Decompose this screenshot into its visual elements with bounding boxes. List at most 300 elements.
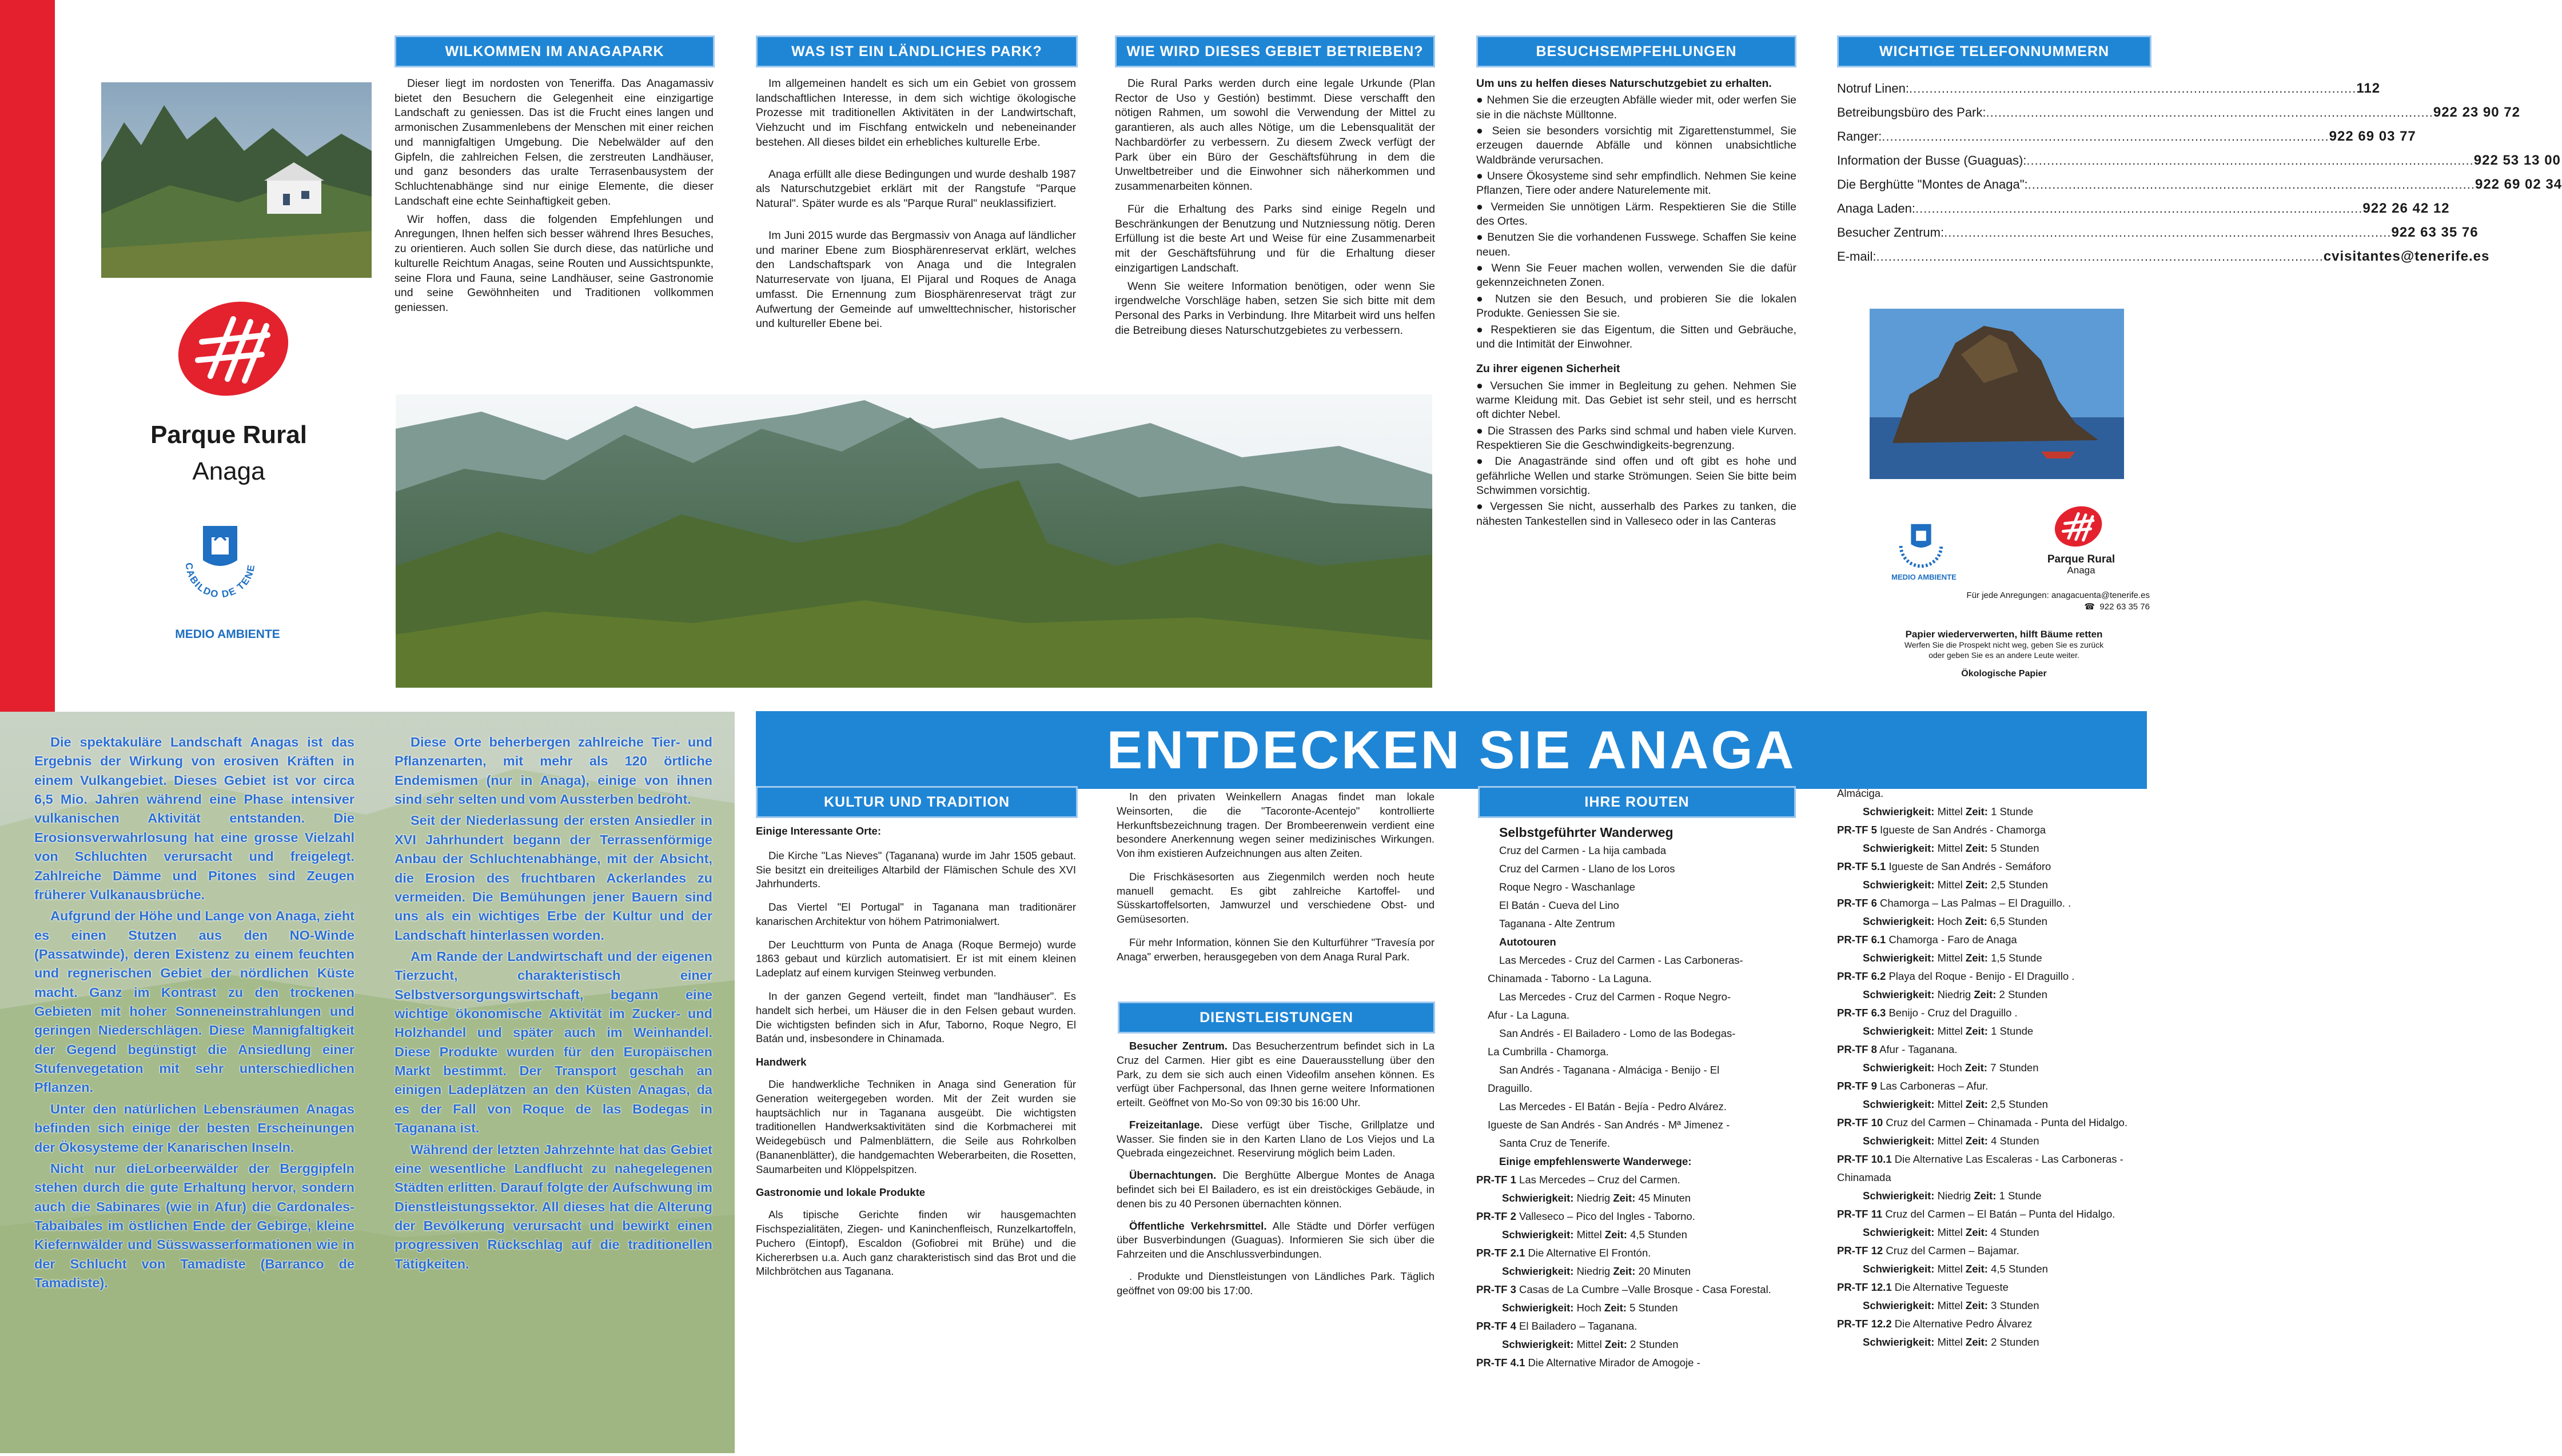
intro-paragraph: Am Rande der Landwirtschaft und der eigenen Tierzucht, charakteristisch einer Selbstversorgungswirtschaft, begann eine wichtige ökonomische Aktivität im Zucker- und Holzhandel und später auch im Weinhandel. Diese Produkte wurden für den Europäischen Markt bestimmt. Der Transport geschah an einigen Ladeplätzen an den Küsten Anagas, da es der Fall von Roque de las Bodegas in Taganana ist. (395, 948, 712, 1136)
auto-route-item: Las Mercedes - Cruz del Carmen - Roque Negro- (1499, 991, 1731, 1003)
time-label: Zeit: (1965, 1263, 1988, 1275)
dienst-item-text: Diese verfügt über Tische, Grillplatze und Wasser. Sie finden sie in den Karten Llano de Los Viejos und La Quebrada eingezeichnet. Reservirung möglich beim Laden. (1117, 1118, 1435, 1159)
dienst-item (1117, 1219, 1435, 1262)
time-value: 4,5 Stunden (1630, 1228, 1687, 1240)
difficulty-value: Niedrig (1937, 988, 1971, 1000)
kultur-paragraph: Das Viertel "El Portugal" in Taganana man traditionärer kanarischen Architektur von höhem Patrimonialwert. (756, 901, 1076, 927)
safety-item-text: Die Anagastrände sind offen und oft gibt es hohe und gefährliche Wellen und starke Strömungen. Seien Sie bitte beim Schwimmen vorsichtig. (1476, 455, 1796, 497)
difficulty-label: Schwierigkeit: (1863, 1299, 1935, 1311)
auto-route-item: Chinamada - Taborno - La Laguna. (1488, 972, 1652, 984)
dot-leader: .............................................................................................................. (1915, 201, 2363, 216)
auto-title: Autotouren (1499, 936, 1556, 948)
dienst-item-text: Das Besucherzentrum befindet sich in La Cruz del Carmen. Hier gibt es eine Dauerausstellung über den Park, zu dem sie sich auch einen Videofilm ansehen können. Es verfügt über Fachpersonal, das Ihnen gerne weitere Informationen erteilt. Geöffnet von Mo-So von 09:30 bis 16:00 Uhr. (1117, 1040, 1435, 1109)
time-label: Zeit: (1604, 1228, 1627, 1240)
difficulty-value: Mittel (1937, 1263, 1963, 1275)
difficulty-label: Schwierigkeit: (1863, 1062, 1935, 1074)
besuch-item-text: Unsere Ökosysteme sind sehr empfindlich. Nehmen Sie keine Pflanzen, Tiere oder andere Naturelemente mit. (1476, 170, 1796, 197)
route-name: Die Alternative Pedro Álvarez (1894, 1318, 2033, 1330)
time-label: Zeit: (1965, 805, 1988, 817)
cabildo-arc-text: CABILDO DE TENE (183, 562, 257, 600)
time-value: 1 Stunde (1991, 1025, 2034, 1037)
route-code: PR-TF 1 (1476, 1174, 1516, 1186)
bullet-icon: ● (1476, 379, 1491, 392)
route-difficulty-row (1837, 1022, 2151, 1040)
route-code: PR-TF 2.1 (1476, 1247, 1525, 1259)
difficulty-label: Schwierigkeit: (1863, 1025, 1935, 1037)
safety-list-item (1476, 454, 1796, 498)
phone-label: Anaga Laden: (1837, 201, 1916, 216)
time-value: 1 Stunde (1999, 1190, 2042, 1202)
intro-column-2 (395, 733, 712, 1276)
was-paragraph: Im allgemeinen handelt es sich um ein Gebiet von grossem landschaftlichen Interesse, in dem sich wichtige ökologische Prozesse mit traditionellen Aktivitäten in der Landwirtschaft, Viehzucht und im Fischfang entwickeln und nebeneinander bestehen. All dieses bildet ein erhebliches kulturelle Erbe. (756, 77, 1076, 149)
cabildo-label-small: MEDIO AMBIENTE (1891, 573, 1957, 581)
route-code: PR-TF 6 (1837, 897, 1877, 909)
dot-leader: .............................................................................................................. (2027, 177, 2475, 192)
difficulty-label: Schwierigkeit: (1502, 1192, 1574, 1204)
besuch-list-item (1476, 292, 1796, 321)
phone-row (1837, 197, 2450, 221)
parque-rural-logo-mark-small (2051, 503, 2103, 549)
besuch-list-item (1476, 124, 1796, 167)
route-item (1476, 1171, 1796, 1189)
house-cliff-photo (101, 82, 372, 278)
dot-leader: .............................................................................................................. (2026, 153, 2474, 167)
safety-item-text: Vergessen Sie nicht, ausserhalb des Parkes zu tanken, die nähesten Tankestellen sind in Valleseco oder in las Canteras (1476, 500, 1796, 528)
betrieb-paragraph: Wenn Sie weitere Information benötigen, oder wenn Sie irgendwelche Vorschläge haben, setzen Sie sich bitte mit dem Personal des Parks in Verbindung. Ihre Mitarbeit wird uns helfen die Betreibung dieses Naturschutzgebietes zu verbessern. (1115, 280, 1435, 337)
routes-column-2 (1837, 784, 2151, 1351)
auto-route-item: Afur - La Laguna. (1488, 1009, 1569, 1021)
intro-paragraph: Aufgrund der Höhe und Lange von Anaga, zieht es einen Stutzen aus den NO-Winde (Passatwinde), deren Existenz zu einem feuchten und regnerischen Gebiet der nördlichen Küste macht. Ganz im Kontrast zu den trockenen Gebieten mit hoher Sonneneinstrahlungen und geringen Niederschlägen. Diese Mannigfaltigkeit der Gegend begünstigt die Ansiedlung einer Stufenvegetation mit sehr unterschiedlichen Pflanzen. (34, 908, 354, 1095)
dienst-item (1117, 1168, 1435, 1211)
time-value: 1 Stunde (1991, 805, 2034, 817)
contact-phone: 922 63 35 76 (2099, 602, 2150, 612)
time-value: 2 Stunden (1999, 988, 2047, 1000)
route-code: PR-TF 5 (1837, 824, 1877, 836)
rec-title: Einige empfehlenswerte Wanderwege: (1499, 1155, 1692, 1167)
header-telefon: WICHTIGE TELEFONNUMMERN (1837, 35, 2151, 67)
route-code: PR-TF 12.1 (1837, 1281, 1892, 1293)
bullet-icon: ● (1476, 323, 1491, 336)
route-code: PR-TF 11 (1837, 1208, 1883, 1220)
kultur-sub-handwerk: Handwerk (756, 1056, 807, 1068)
self-guided-item: Taganana - Alte Zentrum (1499, 918, 1615, 930)
phone-label: Betreibungsbüro des Park: (1837, 105, 1986, 119)
route-item (1837, 1278, 2151, 1297)
route-item (1837, 1004, 2151, 1022)
welcome-paragraph: Dieser liegt im nordosten von Teneriffa. Das Anagamassiv bietet den Besuchern die Gelegenheit eine einzigartige Landschaft zu geniessen. Das ist die Frucht eines langen und armonischen Zusammenlebens der Menschen mit einer reichen und mannigfaltigen Umgebung. Die Nebelwälder auf den Gipfeln, die zahlreichen Felsen, die zerstreuten Landhäuser, und ganz besonders das uralte Terrasenbausystem der Schluchtenabhänge sind nur einige Elemente, die dieser Landschaft eine echte Seinhaftigkeit geben. (395, 77, 714, 208)
time-label: Zeit: (1604, 1338, 1627, 1350)
route-name: Valleseco – Pico del Ingles - Taborno. (1519, 1210, 1695, 1222)
route-difficulty-row (1837, 1223, 2151, 1242)
auto-route-item: Igueste de San Andrés - San Andrés - Mª Jimenez - (1488, 1119, 1730, 1131)
time-label: Zeit: (1604, 1302, 1627, 1314)
route-difficulty-row (1837, 986, 2151, 1004)
route-item (1476, 1354, 1796, 1372)
contact-line: Für jede Anregungen: anagacuenta@tenerife.es (1966, 591, 2150, 600)
time-value: 2,5 Stunden (1991, 1098, 2048, 1110)
bullet-icon: ● (1476, 125, 1492, 138)
was-text (756, 77, 1076, 335)
phone-row (1837, 245, 2490, 269)
route-item (1476, 1207, 1796, 1226)
time-label: Zeit: (1965, 1098, 1988, 1110)
auto-route-item: San Andrés - Taganana - Almáciga - Benijo - El (1499, 1064, 1720, 1076)
difficulty-value: Mittel (1937, 1299, 1963, 1311)
difficulty-value: Niedrig (1937, 1190, 1971, 1202)
time-label: Zeit: (1965, 879, 1988, 891)
kultur-paragraph: Als tipische Gerichte finden wir hausgemachten Fischspezialitäten, Ziegen- und Kaninchenfleisch, Runzelkartoffeln, Puchero (Eintopf), Escaldon (Gofiobrei mit Brühe) und die Kichererbsen u.a. Auch ganz charakteristisch sind das Brot und die Milchbrötchen aus Taganana. (756, 1208, 1076, 1278)
phone-label: Notruf Linen: (1837, 81, 1909, 95)
header-dienst: DIENSTLEISTUNGEN (1118, 1002, 1435, 1034)
time-label: Zeit: (1965, 1336, 1988, 1348)
difficulty-label: Schwierigkeit: (1863, 952, 1935, 964)
safety-list-item (1476, 379, 1796, 422)
route-difficulty-row (1837, 1187, 2151, 1205)
betrieb-paragraph: Für die Erhaltung des Parks sind einige Regeln und Beschränkungen der Benutzung und Nutzniessung nötig. Deren Erfüllung ist die beste Art und Weise für eine Zusammenarbeit mit der Geschäftsführung und für die Erhaltung dieser einzigartigen Landschaft. (1115, 202, 1435, 274)
wein-paragraph: Für mehr Information, können Sie den Kulturführer "Travesía por Anaga" erwerben, herausgegeben von dem Anaga Rural Park. (1117, 936, 1435, 963)
betrieb-text (1115, 77, 1435, 341)
route-difficulty-row (1837, 1333, 2151, 1351)
bullet-icon: ● (1476, 455, 1495, 468)
route-difficulty-row (1837, 876, 2151, 894)
phone-row (1837, 221, 2479, 245)
besuch-list (1476, 93, 1796, 352)
route-difficulty-row (1837, 1260, 2151, 1278)
difficulty-value: Mittel (1937, 952, 1963, 964)
route-name: Die Alternative Tegueste (1894, 1281, 2009, 1293)
route-code: PR-TF 6.2 (1837, 970, 1886, 982)
rec-list-2 (1837, 803, 2151, 1351)
time-label: Zeit: (1965, 952, 1988, 964)
mountain-panorama-photo (396, 394, 1432, 688)
time-value: 45 Minuten (1638, 1192, 1691, 1204)
besuch-item-text: Nehmen Sie die erzeugten Abfälle wieder mit, oder werfen Sie sie in die nächste Mülltonne. (1476, 94, 1797, 121)
route-name: Las Carboneras – Afur. (1880, 1080, 1989, 1092)
route-item (1837, 1315, 2151, 1333)
route-item (1837, 1077, 2151, 1095)
kultur-paragraph: Die Kirche "Las Nieves" (Taganana) wurde im Jahr 1505 gebaut. Sie besitzt ein dreiteiliges Altarbild der Flämischen Schule des XVI Jahrhunderts. (756, 849, 1076, 890)
route-name: Igueste de San Andrés - Semáforo (1888, 860, 2051, 872)
difficulty-value: Mittel (1937, 879, 1963, 891)
cabildo-emblem-small (1892, 517, 1950, 575)
phone-row (1837, 101, 2520, 125)
difficulty-value: Hoch (1937, 915, 1962, 927)
intro-column-1 (34, 733, 354, 1295)
parque-rural-logo-mark (170, 296, 290, 399)
difficulty-value: Mittel (1937, 1336, 1963, 1348)
route-item (1837, 1114, 2151, 1132)
route-code: PR-TF 10.1 (1837, 1153, 1892, 1165)
wein-paragraph: Die Frischkäsesorten aus Ziegenmilch werden noch heute manuell gemacht. Es gibt zahlreiche Kartoffel- und Süsskartoffelsorten, Jamwurzel und verschiedene Obst- und Gemüsesorten. (1117, 870, 1435, 926)
difficulty-value: Mittel (1937, 1226, 1963, 1238)
besuch-item-text: Respektieren sie das Eigentum, die Sitten und Gebräuche, und die Intimität der Einwohner. (1476, 323, 1796, 350)
phone-label: Ranger: (1837, 129, 1882, 143)
difficulty-label: Schwierigkeit: (1502, 1265, 1574, 1277)
safety-list-item (1476, 424, 1796, 453)
cabildo-label: MEDIO AMBIENTE (175, 628, 280, 641)
time-label: Zeit: (1965, 1062, 1987, 1074)
time-label: Zeit: (1965, 1025, 1988, 1037)
recycle-title: Papier wiederverwerten, hilft Bäume retten (1905, 629, 2103, 640)
dienst-item-text: Die Berghütte Albergue Montes de Anaga befindet sich bei El Bailadero, es ist ein dreistöckiges Gebäude, in denen bis zu 40 Personen übernachten können. (1117, 1169, 1435, 1210)
route-difficulty-row (1476, 1262, 1796, 1281)
difficulty-label: Schwierigkeit: (1863, 1226, 1935, 1238)
header-besuch: BESUCHSEMPFEHLUNGEN (1476, 35, 1796, 67)
route-name: Afur - Taganana. (1879, 1043, 1958, 1055)
route-difficulty-row (1837, 949, 2151, 967)
intro-paragraph: Seit der Niederlassung der ersten Ansiedler in XVI Jahrhundert begann der Terrassenförmige Anbau der Schluchtenabhänge, mit der Absicht, die Erosion des fruchtbaren Ackerlandes zu vermeiden. Die Bemühungen jener Bauern sind uns als ein wichtiges Erbe der Kultur und der Landschaft hinterlassen worden. (395, 813, 712, 943)
dot-leader: .............................................................................................................. (1882, 129, 2329, 143)
difficulty-value: Niedrig (1576, 1265, 1611, 1277)
difficulty-label: Schwierigkeit: (1863, 842, 1935, 854)
difficulty-label: Schwierigkeit: (1863, 805, 1935, 817)
route-difficulty-row (1837, 1059, 2151, 1077)
time-value: 2,5 Stunden (1991, 879, 2048, 891)
dienst-text (1117, 1039, 1435, 1306)
wein-text (1117, 790, 1435, 968)
welcome-text (395, 77, 714, 319)
route-item (1476, 1281, 1796, 1299)
route-item (1837, 1242, 2151, 1260)
route-name: Igueste de San Andrés - Chamorga (1880, 824, 2046, 836)
recycle-text-1: Werfen Sie die Prospekt nicht weg, geben Sie es zurück (1904, 640, 2104, 649)
main-title: ENTDECKEN SIE ANAGA (756, 711, 2147, 789)
self-guided-item: Cruz del Carmen - La hija cambada (1499, 844, 1667, 856)
route-difficulty-row (1837, 839, 2151, 857)
self-guided-item: Cruz del Carmen - Llano de los Loros (1499, 863, 1675, 875)
route-code: PR-TF 10 (1837, 1116, 1883, 1128)
phone-label: E-mail: (1837, 249, 1876, 264)
dienst-item-head: Öffentliche Verkehrsmittel. (1129, 1219, 1267, 1232)
phone-number: 922 26 42 12 (2362, 201, 2450, 216)
phone-row (1837, 173, 2562, 197)
bullet-icon: ● (1476, 200, 1491, 213)
time-value: 3 Stunden (1991, 1299, 2039, 1311)
phone-row (1837, 125, 2416, 149)
route-name: Die Alternative Mirador de Amogoje - (1528, 1357, 1700, 1369)
route-item (1837, 1040, 2151, 1059)
route-difficulty-row (1476, 1226, 1796, 1244)
phone-icon: ☎ (2084, 602, 2095, 612)
route-code: PR-TF 6.1 (1837, 934, 1886, 946)
route-difficulty-row (1476, 1335, 1796, 1354)
header-was: WAS IST EIN LÄNDLICHES PARK? (756, 35, 1078, 67)
intro-paragraph: Während der letzten Jahrzehnte hat das Gebiet eine wesentliche Landflucht zu nahegelegenen Städten erlitten. Darauf folgte der Aufschwung im Dienstleistungssektor. All dieses hat die Alterung der Bevölkerung verursacht und bewirkt einen progressiven Rückschlag auf die traditionellen Tätigkeiten. (395, 1142, 712, 1271)
difficulty-value: Hoch (1937, 1062, 1962, 1074)
phone-number: cvisitantes@tenerife.es (2323, 249, 2490, 264)
besuch-list-item (1476, 261, 1796, 290)
dienst-item-text: . Produkte und Dienstleistungen von Ländliches Park. Täglich geöffnet von 09:00 bis 17:00. (1117, 1270, 1435, 1297)
sea-rock-photo (1870, 309, 2124, 479)
auto-route-item: Draguillo. (1488, 1082, 1533, 1094)
dienst-item (1117, 1039, 1435, 1110)
route-difficulty-row (1837, 912, 2151, 931)
difficulty-label: Schwierigkeit: (1863, 1135, 1935, 1147)
time-value: 4 Stunden (1991, 1135, 2039, 1147)
contact-phone-row (2013, 601, 2150, 612)
besuch-item-text: Nutzen sie den Besuch, und probieren Sie die lokalen Produkte. Geniessen Sie sie. (1476, 292, 1796, 320)
time-value: 5 Stunden (1991, 842, 2039, 854)
header-betrieb: WIE WIRD DIESES GEBIET BETRIEBEN? (1115, 35, 1435, 67)
bullet-icon: ● (1476, 424, 1488, 437)
auto-route-item: La Cumbrilla - Chamorga. (1488, 1046, 1609, 1058)
difficulty-value: Niedrig (1576, 1192, 1611, 1204)
difficulty-label: Schwierigkeit: (1863, 988, 1935, 1000)
bullet-icon: ● (1476, 231, 1488, 244)
phone-number: 922 53 13 00 (2473, 153, 2561, 168)
auto-list (1476, 951, 1796, 1152)
safety-list-item (1476, 500, 1796, 529)
route-item (1476, 1317, 1796, 1335)
route-code: PR-TF 3 (1476, 1283, 1516, 1295)
betrieb-paragraph: Die Rural Parks werden durch eine legale Urkunde (Plan Rector de Uso y Gestión) bestimmt. Diese verschafft den nötigen Rahmen, um sowohl die Verwendung der Mittel zu garantieren, als auch alles Nötige, um die Lebensqualität der Nachbardörfer zu verbessern. Zu diesem Zweck verfügt der Park über ein Büro der Geschäftsführung in dem die Unweltbetreiber und die Einwohner sich näherkommen und zusammenarbeiten können. (1115, 77, 1435, 193)
bullet-icon: ● (1476, 262, 1492, 275)
rec-list (1476, 1171, 1796, 1372)
besuch-list-item (1476, 323, 1796, 352)
dienst-item-head: Besucher Zentrum. (1129, 1040, 1228, 1052)
route-item (1837, 931, 2151, 949)
bullet-icon: ● (1476, 170, 1487, 183)
phone-number: 922 63 35 76 (2391, 225, 2479, 240)
kultur-paragraph: Der Leuchtturm von Punta de Anaga (Roque Bermejo) wurde 1863 gebaut und kürzlich automatisiert. Er ist mit einem kleinen Ladeplatz auf einem kurvigen Steinweg verbunden. (756, 938, 1076, 979)
route-item (1476, 1244, 1796, 1262)
route-name: Cruz del Carmen – Chinamada - Punta del Hidalgo. (1886, 1116, 2127, 1128)
header-kultur: KULTUR UND TRADITION (756, 786, 1078, 818)
route-name: Las Mercedes – Cruz del Carmen. (1519, 1174, 1680, 1186)
routes-column-1 (1476, 823, 1796, 1372)
route-code: PR-TF 12.2 (1837, 1318, 1892, 1330)
difficulty-label: Schwierigkeit: (1863, 1336, 1935, 1348)
time-value: 4 Stunden (1991, 1226, 2039, 1238)
kultur-paragraph: Die handwerkliche Techniken in Anaga sind Generation für Generation weitergegeben worden. Mit der Zeit wurden sie hauptsächlich nur in Taganana ausgeübt. Die wichtigsten traditionellen Handwerksaktivitäten sind die Korbmacherei mit Weidegebüsch und Palmenblättern, die Seile aus Rohrkolben (Bananenblätter), die handgemachten Weberarbeiten, die Rosetten, Saumarbeiten und Klöppelspitzen. (756, 1078, 1076, 1175)
route-code: PR-TF 2 (1476, 1210, 1516, 1222)
logo-subname: Anaga (192, 457, 265, 485)
auto-route-item: San Andrés - El Bailadero - Lomo de las Bodegas- (1499, 1027, 1736, 1039)
dot-leader: .............................................................................................................. (1986, 105, 2433, 119)
phone-row (1837, 77, 2381, 101)
route-item (1837, 894, 2151, 912)
besuch-list-item (1476, 230, 1796, 260)
intro-paragraph: Diese Orte beherbergen zahlreiche Tier- und Pflanzenarten, mit mehr als 120 örtliche Endemismen (nur in Anaga), einige von ihnen sind sehr selten und vom Aussterben bedroht. (395, 735, 712, 807)
time-value: 2 Stunden (1630, 1338, 1679, 1350)
self-guided-title: Selbstgeführter Wanderweg (1499, 825, 1674, 840)
wein-paragraph: In den privaten Weinkellern Anagas findet man lokale Weinsorten, die die "Tacoronte-Acentejo" kontrollierte Herkunftsbezeichnung tragen. Der Brombeerenwein verdient eine besondere Anerkennung wegen seiner medizinisches Wirkungen. Von ihm existieren Aufzeichnungen aus alten Zeiten. (1117, 791, 1435, 860)
dienst-item (1117, 1270, 1435, 1298)
difficulty-label: Schwierigkeit: (1863, 1190, 1935, 1202)
route-code: PR-TF 9 (1837, 1080, 1877, 1092)
phone-label: Besucher Zentrum: (1837, 225, 1945, 240)
phone-number: 112 (2356, 81, 2381, 96)
besuch-item-text: Vermeiden Sie unnötigen Lärm. Respektieren Sie die Stille des Ortes. (1476, 200, 1796, 228)
bullet-icon: ● (1476, 94, 1487, 107)
time-label: Zeit: (1613, 1192, 1636, 1204)
route-code: PR-TF 6.3 (1837, 1007, 1886, 1019)
safety-list (1476, 379, 1796, 529)
difficulty-value: Hoch (1576, 1302, 1601, 1314)
cabildo-emblem (172, 514, 269, 612)
route-code: PR-TF 4 (1476, 1320, 1516, 1332)
route-item (1837, 967, 2151, 986)
self-guided-item: El Batán - Cueva del Lino (1499, 899, 1619, 911)
route-name: Cruz del Carmen – Bajamar. (1886, 1244, 2019, 1256)
safety-item-text: Die Strassen des Parks sind schmal und haben viele Kurven. Respektieren Sie die Geschwindigkeits-begrenzung. (1476, 424, 1796, 452)
besuch-text (1476, 77, 1796, 530)
difficulty-label: Schwierigkeit: (1502, 1338, 1574, 1350)
safety-item-text: Versuchen Sie immer in Begleitung zu gehen. Nehmen Sie warme Kleidung mit. Das Gebiet ist sehr steil, und es herrscht oft dichter Nebel. (1476, 379, 1796, 421)
time-label: Zeit: (1974, 1190, 1997, 1202)
route-code: PR-TF 4.1 (1476, 1357, 1525, 1369)
route-name: Cruz del Carmen – El Batán – Punta del Hidalgo. (1885, 1208, 2115, 1220)
safety-title: Zu ihrer eigenen Sicherheit (1476, 362, 1620, 376)
difficulty-value: Mittel (1576, 1338, 1602, 1350)
intro-paragraph: Nicht nur dieLorbeerwälder der Berggipfeln stehen durch die gute Erhaltung hervor, sondern auch die Sabinares (wie in Afur) die Cardonales-Tabaibales im östlichen Ende der Gebirge, kleine Kiefernwälder und Süsswasserformationen wie in der Schlucht von Tamadiste (Barranco de Tamadiste). (34, 1160, 354, 1291)
time-label: Zeit: (1965, 1226, 1988, 1238)
route-name: Chamorga - Faro de Anaga (1888, 934, 2017, 946)
time-value: 2 Stunden (1991, 1336, 2039, 1348)
time-value: 5 Stunden (1629, 1302, 1678, 1314)
route-name: Casas de La Cumbre –Valle Brosque - Casa Forestal. (1519, 1283, 1771, 1295)
dienst-item (1117, 1118, 1435, 1160)
dot-leader: .............................................................................................................. (1944, 225, 2392, 240)
phone-number: 922 23 90 72 (2433, 105, 2520, 120)
phone-label: Die Berghütte "Montes de Anaga": (1837, 177, 2028, 192)
red-side-bar (0, 0, 55, 712)
phone-row (1837, 149, 2561, 173)
time-label: Zeit: (1965, 842, 1988, 854)
header-routen: IHRE ROUTEN (1478, 786, 1796, 818)
time-label: Zeit: (1613, 1265, 1636, 1277)
auto-route-item: Santa Cruz de Tenerife. (1499, 1137, 1611, 1149)
phone-list (1837, 77, 2562, 269)
eco-paper-label: Ökologische Papier (1961, 669, 2047, 679)
phone-label: Information der Busse (Guaguas): (1837, 153, 2027, 167)
difficulty-value: Mittel (1937, 1098, 1963, 1110)
difficulty-value: Mittel (1937, 1135, 1963, 1147)
kultur-paragraph: In der ganzen Gegend verteilt, findet man "landhäuser". Es handelt sich herbei, um Häuser die in den Felsen gebaut wurden. Die wichtigsten befinden sich in Afur, Taborno, Roque Negro, El Batán und, insbesondere in Chinamada. (756, 990, 1076, 1045)
route-item (1837, 1150, 2151, 1187)
route-name: Die Alternative El Frontón. (1528, 1247, 1651, 1259)
route-code: PR-TF 8 (1837, 1043, 1877, 1055)
phone-number: 922 69 02 34 (2475, 177, 2562, 192)
difficulty-value: Mittel (1937, 1025, 1963, 1037)
besuch-list-item (1476, 200, 1796, 229)
intro-paragraph: Unter den natürlichen Lebensräumen Anagas befinden sich einige der besten Erscheinungen der Ökosysteme der Kanarischen Inseln. (34, 1101, 354, 1155)
kultur-sub-orte: Einige Interessante Orte: (756, 825, 881, 837)
col2-lead: Almáciga. (1837, 787, 1884, 799)
time-label: Zeit: (1965, 1299, 1988, 1311)
phone-number: 922 69 03 77 (2329, 129, 2416, 144)
auto-route-item: Las Mercedes - El Batán - Bejía - Pedro Alvárez. (1499, 1100, 1727, 1112)
route-item (1837, 857, 2151, 876)
was-paragraph: Im Juni 2015 wurde das Bergmassiv von Anaga auf ländlicher und mariner Ebene zum Biosphärenreservat erklärt, welches den Landschaftspark von Anaga und die Integralen Naturreservate von Ijuana, El Pijaral und Roques de Anaga umfasst. Die Ernennung zum Biosphärenreservat trägt zur Aufwertung der Gemeinde auf umwelttechnischer, historischer und kultureller Ebene bei. (756, 229, 1076, 330)
time-value: 7 Stunden (1990, 1062, 2039, 1074)
self-guided-item: Roque Negro - Waschanlage (1499, 881, 1635, 893)
logo-name: Parque Rural (150, 421, 307, 449)
route-difficulty-row (1476, 1299, 1796, 1317)
time-value: 4,5 Stunden (1991, 1263, 2048, 1275)
route-difficulty-row (1837, 1297, 2151, 1315)
intro-paragraph: Die spektakuläre Landschaft Anagas ist das Ergebnis der Wirkung von erosiven Kräften in einem Vulkangebiet. Dieses Gebiet ist vor circa 6,5 Mio. Jahren während eine Phase intensiver vulkanischen Aktivität entstanden. Die Erosionsverwahrlosung hat eine grosse Vielzahl von Schluchten verursacht und freigelegt. Zahlreiche Dämme und Pitones sind Zeugen früherer Vulkanausbrüche. (34, 735, 354, 902)
besuch-list-item (1476, 93, 1796, 122)
time-value: 20 Minuten (1638, 1265, 1691, 1277)
difficulty-label: Schwierigkeit: (1863, 915, 1935, 927)
was-paragraph: Anaga erfüllt alle diese Bedingungen und wurde deshalb 1987 als Naturschutzgebiet erklärt mit der Rangstufe "Parque Natural". Später wurde es als "Parque Rural" neuklassifiziert. (756, 167, 1076, 210)
besuch-item-text: Seien sie besonders vorsichtig mit Zigarettenstummel, Sie erzeugen dauernde Abfälle und können unabsichtliche Waldbrände verursachen. (1476, 125, 1796, 166)
time-label: Zeit: (1974, 988, 1997, 1000)
route-name: Chamorga – Las Palmas – El Draguillo. . (1880, 897, 2071, 909)
difficulty-value: Mittel (1937, 842, 1963, 854)
dot-leader: .............................................................................................................. (1908, 81, 2357, 95)
